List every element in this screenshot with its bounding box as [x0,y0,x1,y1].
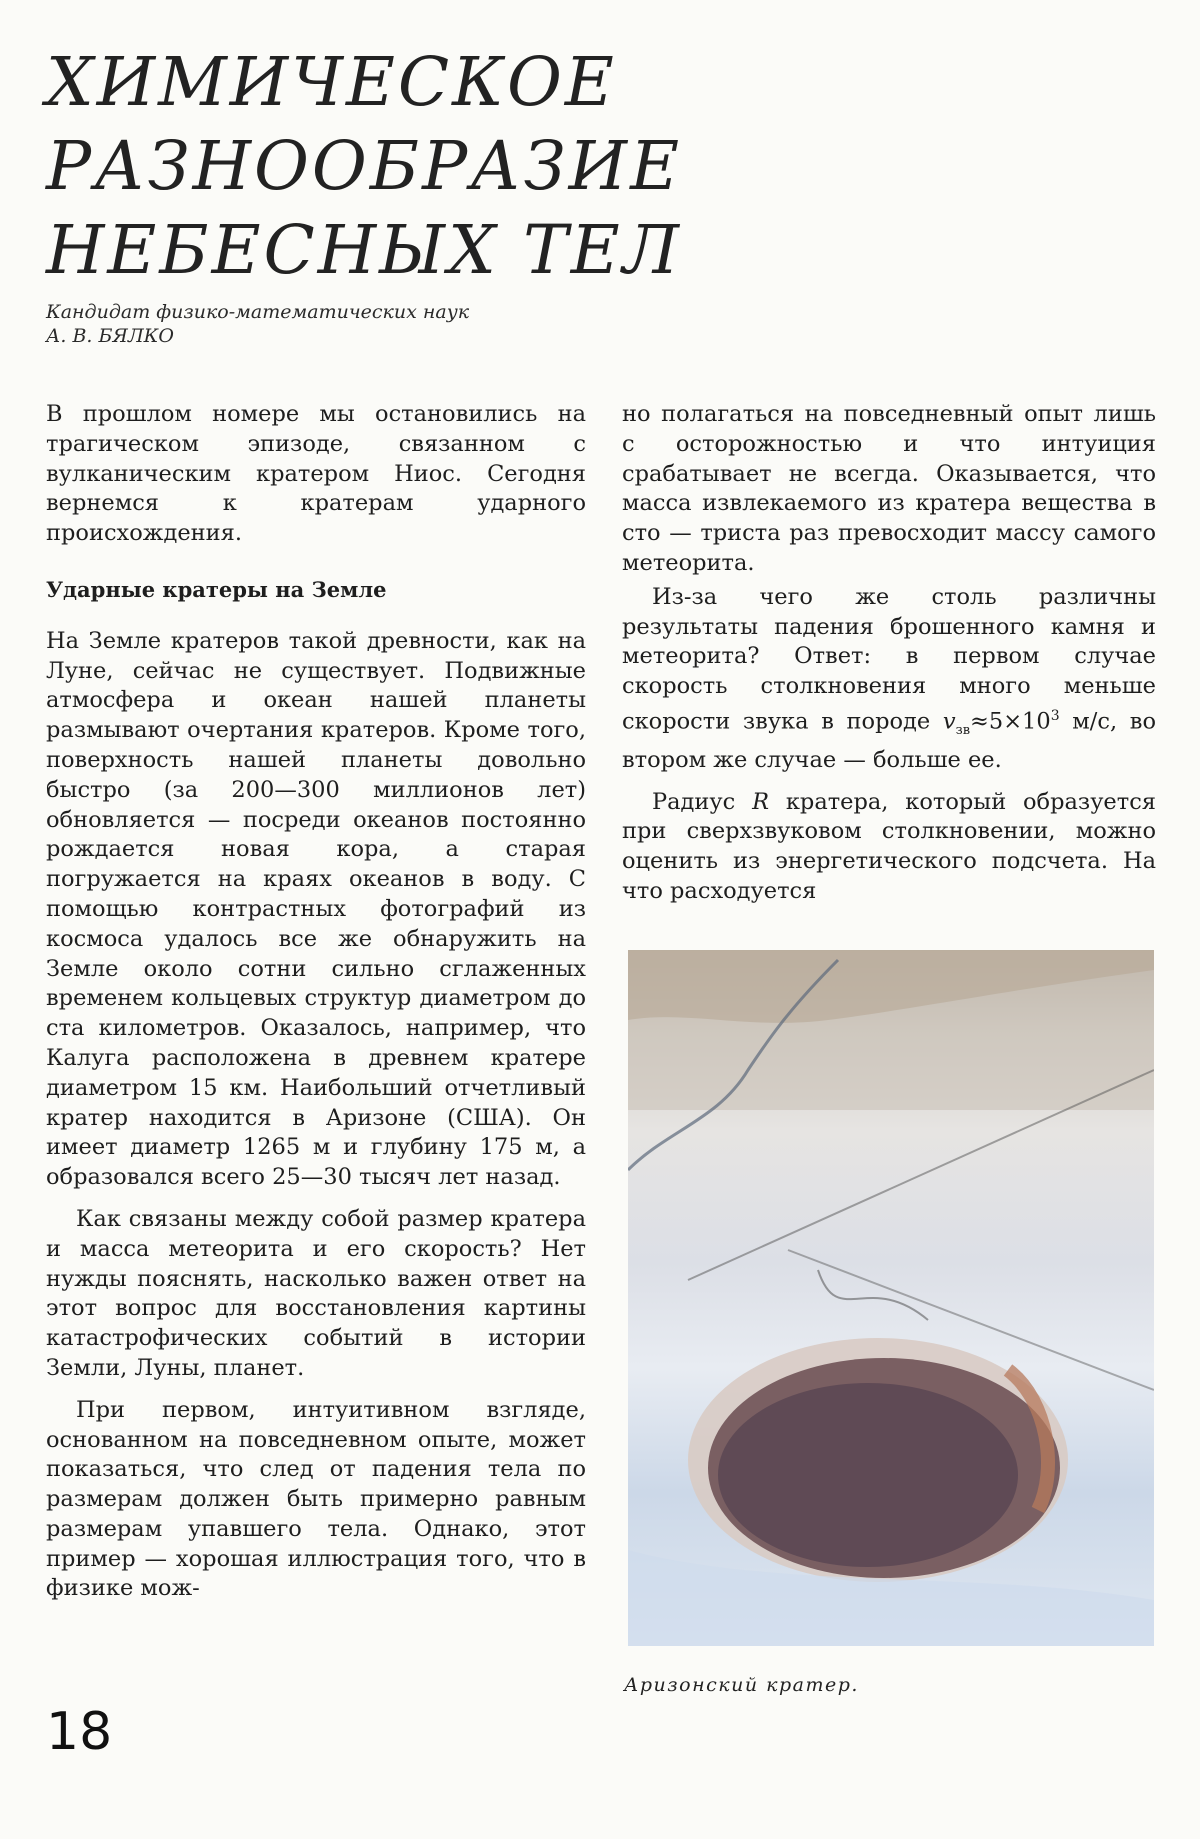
section-heading: Ударные кратеры на Земле [46,576,387,602]
text-run: Из-за чего же столь различны результаты падения брошенного камня и метеорита? Ответ: в первом случае скорость столкновения много меньше скорости звука в породе [622,583,1156,735]
article-title [46,40,682,292]
text-run: м/с, во втором же случае — больше ее. [622,708,1157,773]
title-line-1: ХИМИЧЕСКОЕ [46,43,617,121]
formula-value: ≈5×10 [970,708,1051,735]
paragraph: но полагаться на повседневный опыт лишь с осторожностью и что интуиция срабатывает не всегда. Оказывается, что масса извлекаемого из кратера вещества в сто — триста раз превосходит массу самого метеорита. [622,401,1156,576]
text-run: Радиус [652,788,753,815]
page-number: 18 [46,1702,113,1762]
author-block [46,300,469,348]
left-column [46,400,586,1604]
velocity-subscript: зв [955,722,971,738]
crater-illustration [628,950,1154,1646]
title-line-2: РАЗНООБРАЗИЕ [46,127,682,205]
paragraph: При первом, интуитивном взгляде, основанном на повседневном опыте, может показаться, что след от падения тела по размерам должен быть примерно равным размерам упавшего тела. Однако, этот пример — хорошая иллюстрация того, что в физике мож- [46,1396,586,1602]
paragraph-with-formula [622,583,1156,776]
radius-symbol: R [752,788,770,815]
photo-caption: Аризонский кратер. [624,1674,859,1696]
author-degree: Кандидат физико-математических наук [46,301,470,323]
exponent: 3 [1050,707,1060,724]
right-column [622,400,1156,907]
paragraph: На Земле кратеров такой древности, как на Луне, сейчас не существует. Подвижные атмосфера и океан нашей планеты размывают очертания кратеров. Кроме того, поверхность нашей планеты довольно быстро (за 200—300 миллионов лет) обновляется — посреди океанов постоянно рождается новая кора, а старая погружается на краях океанов в воду. С помощью контрастных фотографий из космоса удалось все же обнаружить на Земле около сотни сильно сглаженных временем кольцевых структур диаметром до ста километров. Оказалось, например, что Калуга расположена в древнем кратере диаметром 15 км. Наибольший отчетливый кратер находится в Аризоне (США). Он имеет диаметр 1265 м и глубину 175 м, а образовался всего 25—30 тысяч лет назад. [46,627,586,1191]
velocity-symbol: v [942,708,956,735]
title-line-3: НЕБЕСНЫХ ТЕЛ [46,211,682,289]
paragraph: В прошлом номере мы остановились на трагическом эпизоде, связанном с вулканическим кратером Ниос. Сегодня вернемся к кратерам ударного происхождения. [46,401,586,547]
crater-photo [628,950,1154,1646]
paragraph: Как связаны между собой размер кратера и масса метеорита и его скорость? Нет нужды пояснять, насколько важен ответ на этот вопрос для восстановления картины катастрофических событий в истории Земли, Луны, планет. [46,1205,586,1381]
author-name: А. В. БЯЛКО [46,325,174,347]
paragraph-with-formula [622,788,1156,907]
text-run: кратера, который образуется при сверхзвуковом столкновении, можно оценить из энергетического подсчета. На что расходуется [622,788,1156,904]
